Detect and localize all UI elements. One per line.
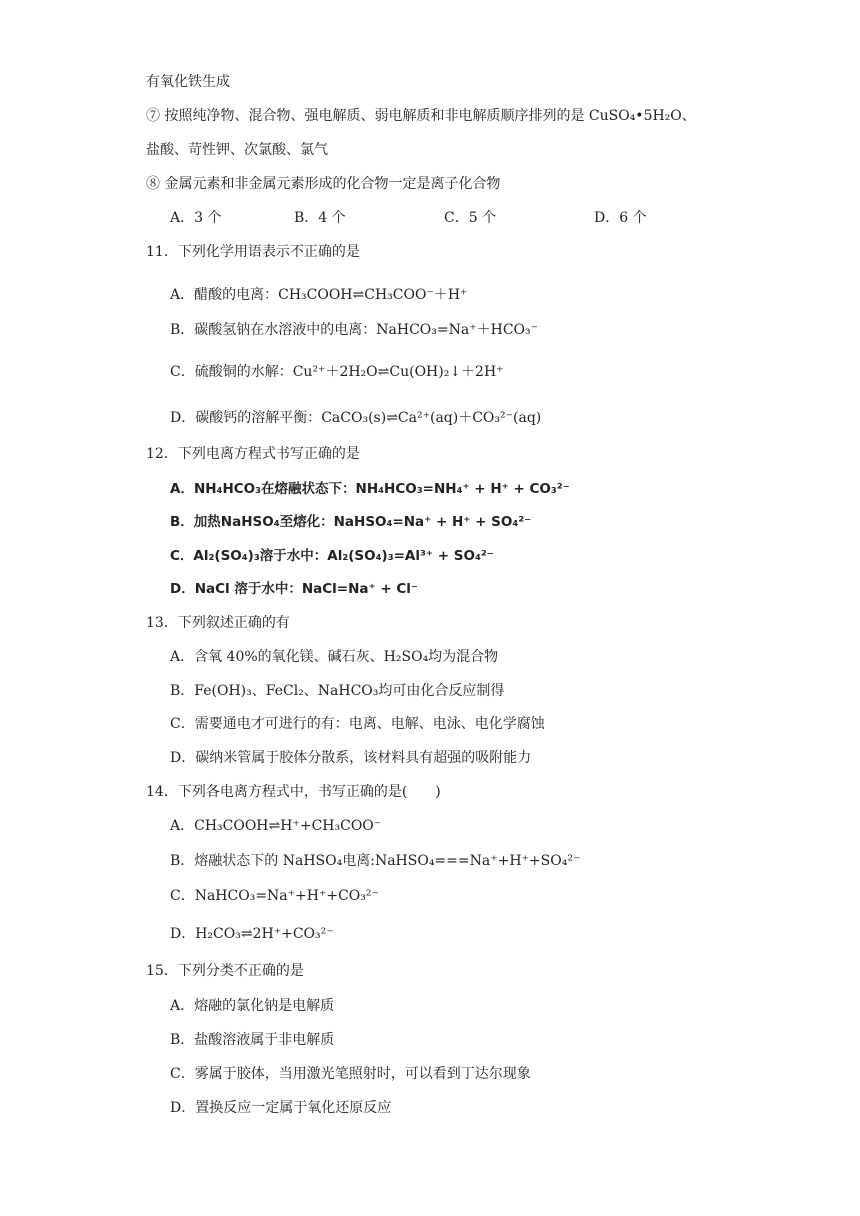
q14-option-b: B．熔融状态下的 NaHSO₄电离:NaHSO₄===Na⁺+H⁺+SO₄²⁻ <box>170 853 581 869</box>
q15-option-c: C．雾属于胶体，当用激光笔照射时，可以看到丁达尔现象 <box>170 1066 531 1082</box>
question-14-stem: 14．下列各电离方程式中，书写正确的是( ) <box>146 784 441 800</box>
q14-option-a: A．CH₃COOH⇌H⁺+CH₃COO⁻ <box>170 818 382 834</box>
question-15-stem: 15．下列分类不正确的是 <box>146 963 304 979</box>
statement-7-line-1: ⑦ 按照纯净物、混合物、强电解质、弱电解质和非电解质顺序排列的是 CuSO₄•5H₂O、 <box>146 108 696 124</box>
statement-8: ⑧ 金属元素和非金属元素形成的化合物一定是离子化合物 <box>146 176 501 192</box>
text-line-continuation: 有氧化铁生成 <box>146 74 230 90</box>
q15-option-d: D．置换反应一定属于氧化还原反应 <box>170 1100 392 1116</box>
q10-option-a: A．3 个 <box>170 210 222 226</box>
q12-option-c: C．Al₂(SO₄)₃溶于水中：Al₂(SO₄)₃=Al³⁺ + SO₄²⁻ <box>170 548 494 564</box>
q15-option-b: B．盐酸溶液属于非电解质 <box>170 1032 335 1048</box>
q11-option-c: C．硫酸铜的水解：Cu²⁺＋2H₂O⇌Cu(OH)₂↓＋2H⁺ <box>170 364 504 380</box>
q14-option-d: D．H₂CO₃⇌2H⁺+CO₃²⁻ <box>170 926 334 942</box>
q15-option-a: A．熔融的氯化钠是电解质 <box>170 998 335 1014</box>
q10-option-c: C．5 个 <box>444 210 497 226</box>
q13-option-b: B．Fe(OH)₃、FeCl₂、NaHCO₃均可由化合反应制得 <box>170 683 505 699</box>
q13-option-d: D．碳纳米管属于胶体分散系，该材料具有超强的吸附能力 <box>170 750 532 766</box>
question-11-stem: 11．下列化学用语表示不正确的是 <box>146 244 360 260</box>
q12-option-d: D．NaCl 溶于水中：NaCl=Na⁺ + Cl⁻ <box>170 581 419 597</box>
q11-option-a: A．醋酸的电离：CH₃COOH⇌CH₃COO⁻＋H⁺ <box>170 287 468 303</box>
q12-option-b: B．加热NaHSO₄至熔化：NaHSO₄=Na⁺ + H⁺ + SO₄²⁻ <box>170 514 532 530</box>
q12-option-a: A．NH₄HCO₃在熔融状态下：NH₄HCO₃=NH₄⁺ + H⁺ + CO₃²⁻ <box>170 481 570 497</box>
q10-option-d: D．6 个 <box>594 210 647 226</box>
q13-option-c: C．需要通电才可进行的有：电离、电解、电泳、电化学腐蚀 <box>170 716 545 732</box>
q10-option-b: B．4 个 <box>294 210 346 226</box>
q14-option-c: C．NaHCO₃=Na⁺+H⁺+CO₃²⁻ <box>170 888 379 904</box>
q11-option-b: B．碳酸氢钠在水溶液中的电离：NaHCO₃=Na⁺＋HCO₃⁻ <box>170 322 539 338</box>
question-13-stem: 13．下列叙述正确的有 <box>146 615 290 631</box>
question-12-stem: 12．下列电离方程式书写正确的是 <box>146 446 360 462</box>
statement-7-line-2: 盐酸、苛性钾、次氯酸、氯气 <box>146 142 328 158</box>
q11-option-d: D．碳酸钙的溶解平衡：CaCO₃(s)⇌Ca²⁺(aq)＋CO₃²⁻(aq) <box>170 410 542 426</box>
q13-option-a: A．含氧 40%的氧化镁、碱石灰、H₂SO₄均为混合物 <box>170 649 499 665</box>
